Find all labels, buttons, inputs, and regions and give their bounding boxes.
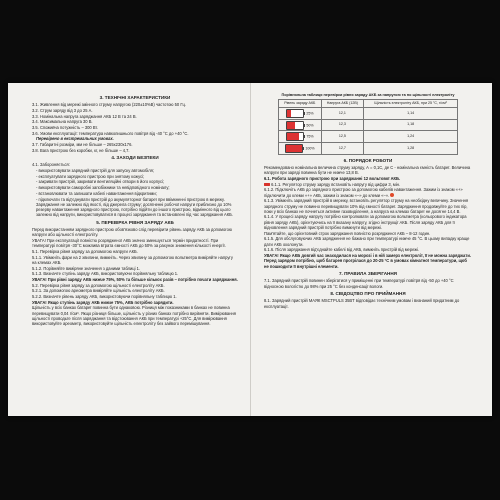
section-3-title: 3. ТЕХНІЧНІ ХАРАКТЕРИСТИКИ xyxy=(99,95,171,100)
table-row xyxy=(279,131,458,143)
work-item: 6.1. Робота зарядного пристрою при заряджанні 12 вольтової АКБ. xyxy=(264,175,401,181)
density-cell: 1,24 xyxy=(364,131,458,143)
charge-check-intro: Перед використанням зарядного пристрою обов'язково слід перевірити рівень заряду АКБ за допомогою напруги або щільності електроліту. xyxy=(32,227,232,238)
level-cell xyxy=(279,119,322,131)
instruction-sheet xyxy=(8,83,492,416)
work-item: 6.1.6. Після заряджання від'єднайте кабелі від АКБ, вимкніть пристрій від мережі. xyxy=(264,247,420,253)
check-item: 5.1.2. Порівняйте виміряне значення з даними таблиці 1. xyxy=(32,265,141,271)
level-label: 25% xyxy=(306,111,314,116)
table-header: Щільність електроліту АКБ, при 25 °С, г/см³ xyxy=(364,100,458,108)
clamp-icon xyxy=(390,193,394,197)
work-note: Пам'ятайте, що орієнтовний строк заряджання повністю розрядженої АКБ – 8-12 годин. xyxy=(264,230,431,236)
safety-item: - експлуатувати зарядного пристрою при знятому кожусі; xyxy=(36,173,145,179)
section-7-title: 7. ПРАВИЛА ЗБЕРІГАННЯ xyxy=(339,271,397,277)
table-caption: Порівняльна таблиця перевірки рівня заряду АКБ за напругою та по щільності електроліту xyxy=(281,93,455,97)
right-page xyxy=(264,93,472,309)
spec-item: 3.3. Номінальна напруга заряджання АКБ 12 В та 24 В. xyxy=(32,113,137,119)
warning-text: УВАГА! Якщо АКБ довгий час знаходилася на морозі і в ній замерз електроліт, її не можна заряджати. Перед зарядом потрібно, щоб батарея прогрілася до 20-25 °С в умовах кімнатної температури, щоб не пошкодити її внутрішні елементи. xyxy=(264,253,471,269)
safety-item: - використовувати зарядний пристрій для запуску автомобіля; xyxy=(36,168,154,174)
battery-icon xyxy=(286,132,304,141)
check-item: 5.1. Перевірка рівня заряду за допомогою напруги АКБ. xyxy=(32,248,138,254)
battery-icon xyxy=(286,109,304,118)
density-cell: 1,14 xyxy=(364,108,458,120)
spec-item: 3.7. Габаритні розміри, мм не більше – 265х230х176. xyxy=(32,142,133,148)
check-item: 5.1.1. Увімкніть фари на 2 хвилини, вимкніть. Через хвилину за допомогою вольтметра виміряйте напругу на клемах АКБ. xyxy=(32,254,233,265)
check-item: 5.2. Перевірка рівня заряду за допомогою щільності електроліту АКБ. xyxy=(32,282,165,288)
work-item xyxy=(264,187,472,198)
left-page xyxy=(32,93,238,327)
level-cell xyxy=(279,108,322,120)
acceptance-item: 8.1. Зарядний пристрій МАЯК MSCTPULS 35BT відповідає технічним умовам і визнаний придатним до експлуатації. xyxy=(264,298,460,309)
section-6-title: 6. ПОРЯДОК РОБОТИ xyxy=(343,157,393,163)
table-header: Напруга АКБ (12В) xyxy=(321,100,364,108)
work-item: 6.1.5. Для обслуговуючих АКБ зарядження не бажано при температурі нижче 45 °С. В цьому випадку краще дати АКБ охолонути. xyxy=(264,236,470,247)
density-cell: 1,18 xyxy=(364,119,458,131)
spec-item: 3.1. Живлення від мережі змінного струму напругою (220±10%В) частотою 50 Гц. xyxy=(32,102,187,108)
work-item: 6.1.4. У процесі заряду напругу потрібно контролювати за допомогою вольтметра (кольорового індикатора рівня заряду АКБ), орієнтуючись на її вказану напругу, згідно інструкції АКБ. Після заряду АКБ для її відновлення зарядний пристрій потрібно вимкнути від мережі. xyxy=(264,214,467,231)
level-label: 50% xyxy=(306,123,314,128)
spec-item: 3.2. Струм заряду від 3 до 25 А. xyxy=(32,107,93,113)
work-item-text: 6.1.1. Регулятор струму заряду встановіть напругу від цифри 3, мін. xyxy=(271,181,401,187)
section-8-title: 8. СВІДОЦТВО ПРО ПРИЙМАННЯ xyxy=(330,290,406,296)
work-item: 6.1.3. Увімкніть зарядний пристрій в мережу, встановіть регулятор струму на необхідну величину. Значення зарядного струму не повинно перевищувати 10% від ємності батареї. Зарядження продовжуйте до тих пір, поки у всіх банках не почнеться активне газовиділення, а напруга на клемах батареї не досягне 14,4 В. xyxy=(264,198,469,214)
spec-item: 3.6. Умови експлуатації: температура навколишнього повітря від -40 °С до +40 °С. xyxy=(32,130,189,136)
check-item: 5.2.2. Визначте рівень заряду АКБ, використовуючи порівняльну таблицю 1. xyxy=(32,294,177,300)
warning-text: УВАГА! При експлуатації повністю розрядженої АКБ значно зменшується термін придатності. При температурі повітря -30°С можлива втрата ємності АКБ до 50% за рахунок зниження кількості енергії. xyxy=(32,237,226,249)
battery-icon xyxy=(286,121,304,130)
check-item: 5.1.3. Визначте ступінь заряду АКБ, використовуючи порівняльну таблицю 1. xyxy=(32,271,179,277)
voltage-cell: 12,1 xyxy=(321,108,364,120)
table-row xyxy=(279,142,458,154)
voltage-cell: 12,3 xyxy=(321,119,364,131)
spec-item: 3.4. Максимальна напруга 30 В. xyxy=(32,119,93,125)
charge-level-table xyxy=(278,99,458,154)
warning-text: УВАГА! При рівні заряду АКБ нижче 75%, 50% та більше кількох разів – потрібно почати заряджання. xyxy=(32,277,238,283)
warning-text: УВАГА! Якщо ступінь заряду АКБ нижче 75%, АКБ потрібно зарядити. xyxy=(32,299,174,305)
section-4-title: 4. ЗАХОДИ БЕЗПЕКИ xyxy=(111,155,159,161)
table-header-row xyxy=(279,100,458,108)
page-fold xyxy=(250,83,251,416)
work-intro: Рекомендовано номінальна величина струму заряду, А = 0,1С, де С - номінальна ємність батареї. Величина напруги при заряді повинна бути не нижче 13,8 В. xyxy=(264,164,471,176)
safety-item: - підключати та від'єднувати пристрій до акумуляторної батареї при ввімкненні пристрою в мережу. Заряджання не залежно від якості, від джерела струму; досягненні робочої напруги приблизно до 10% резерву навантаження зарядного пристрою, потрібно підійти до іншого пристрою, відмінного від цього залежно від напруги, використовуватися в процесі заряджання та встановлені під час заряджання АКБ. xyxy=(36,196,233,218)
level-cell xyxy=(279,131,322,143)
level-label: 75% xyxy=(306,134,314,139)
voltage-cell: 12,5 xyxy=(321,131,364,143)
spec-item: 3.5. Споживча потужність – 300 Вт. xyxy=(32,125,98,131)
safety-item: - встановлювати та залишати кабелі навантаження відкритими; xyxy=(36,190,157,196)
density-note: Щільність у всіх банках батареї повинна бути однаковою. Різниця між показниками в банках не повинна перевищувати 0,04 г/см³. Якщо різниця більше, щільність у різних банках потрібно вирівняти. Вимірювання щільності проводьте після заряджання та відстоювання АКБ при температурі +25°С. Для вимірювання використовуйте ареометр, використовуйте щільність електроліту без зайвого перемішування. xyxy=(32,305,236,327)
voltage-cell: 12,7 xyxy=(321,142,364,154)
safety-item: - використовувати саморобні запобіжники та невідповідного номіналу; xyxy=(36,185,170,191)
table-row xyxy=(279,119,458,131)
section-5-title: 5. ПЕРЕВІРКА РІВНЯ ЗАРЯДУ АКБ xyxy=(96,219,174,225)
storage-item: 7.1. Зарядний пристрій повинен зберігатися у приміщенні при температурі повітря від -50 до +40 °С відносною вологістю до 98% при 25 °С без конденсації вологи. xyxy=(264,278,454,289)
level-label: 100% xyxy=(305,146,315,151)
work-item xyxy=(264,182,472,187)
table-row xyxy=(279,108,458,120)
safety-intro: 4.1. Забороняється: xyxy=(32,162,70,168)
density-cell: 1,28 xyxy=(364,142,458,154)
safety-item: - закривати пристрій, закривати вентиляційні отвори в його корпусі; xyxy=(36,179,165,185)
spec-note: Перевірено в екстремальних умовах. xyxy=(36,136,114,142)
table-header: Рівень заряду АКБ xyxy=(279,100,322,108)
regulator-icon xyxy=(264,183,270,186)
level-cell xyxy=(279,142,322,154)
work-item-text: 6.1.2. Підключіть АКБ до зарядного пристрою за допомогою кабелів навантаження. Зажим із знаком «+» підключити до клеми «+» АКБ, зажим із знаком «–» до клеми «–». xyxy=(264,187,463,198)
check-item: 5.2.1. За допомогою ареометра виміряйте щільність електроліту АКБ. xyxy=(32,288,165,294)
spec-item: 3.8. Вага пристрою без коробки, кг, не більше – 4,7. xyxy=(32,147,130,153)
battery-icon xyxy=(285,144,303,153)
